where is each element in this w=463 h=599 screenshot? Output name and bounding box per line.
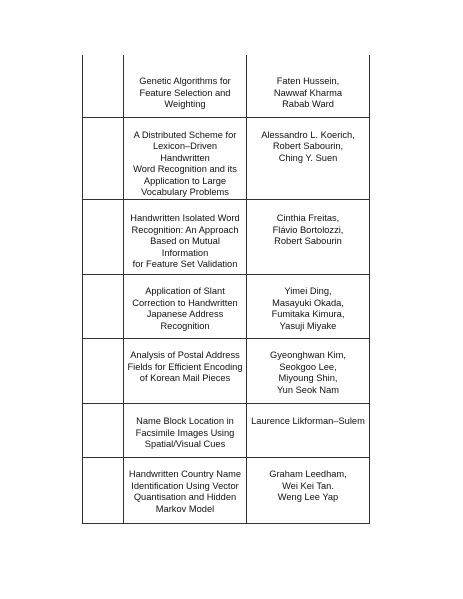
paper-authors: Alessandro L. Koerich, Robert Sabourin, Ching Y. Suen [261,129,355,163]
paper-authors-cell [247,404,370,458]
table-row [83,458,370,524]
paper-title-cell [124,458,247,524]
paper-authors-cell [247,200,370,275]
table-row [83,200,370,275]
paper-title: Analysis of Postal Address Fields for Efficient Encoding of Korean Mail Pieces [127,350,243,384]
paper-authors: Graham Leedham, Wei Kei Tan. Weng Lee Yap [269,469,347,503]
paper-authors-cell [247,275,370,339]
paper-authors: Yimei Ding, Masayuki Okada, Fumitaka Kimura, Yasuji Miyake [271,286,345,331]
paper-authors-cell [247,458,370,524]
session-cell [83,339,124,404]
paper-title: Handwritten Country Name Identification Using Vector Quantisation and Hidden Markov Model [128,469,242,514]
paper-authors-cell [247,339,370,404]
table-row [83,404,370,458]
paper-title: Handwritten Isolated Word Recognition: An Approach Based on Mutual Information for Feature Set Validation [130,213,240,270]
papers-table [82,55,370,524]
session-cell [83,117,124,200]
paper-authors: Cinthia Freitas, Flávio Bortolozzi, Robert Sabourin [272,213,344,247]
paper-authors: Gyeonghwan Kim, Seokgoo Lee, Miyoung Shin, Yun Seok Nam [270,350,346,395]
session-cell [83,55,124,117]
paper-title: Genetic Algorithms for Feature Selection and Weighting [139,76,231,110]
paper-title-cell [124,200,247,275]
table-row [83,117,370,200]
paper-title: Application of Slant Correction to Handwritten Japanese Address Recognition [132,286,238,331]
paper-title: A Distributed Scheme for Lexicon–Driven Handwritten Word Recognition and its Application to Large Vocabulary Problems [133,129,237,198]
paper-authors: Laurence Likforman–Sulem [251,416,365,427]
paper-title-cell [124,404,247,458]
table-row [83,55,370,117]
session-cell [83,200,124,275]
paper-title: Name Block Location in Facsimile Images Using Spatial/Visual Cues [135,416,235,450]
paper-authors-cell [247,55,370,117]
session-cell [83,404,124,458]
paper-authors-cell [247,117,370,200]
paper-authors: Faten Hussein, Nawwaf Kharma Rabab Ward [273,76,343,110]
paper-title-cell [124,55,247,117]
table-row [83,339,370,404]
paper-title-cell [124,117,247,200]
table-row [83,275,370,339]
session-cell [83,275,124,339]
paper-title-cell [124,339,247,404]
paper-title-cell [124,275,247,339]
session-cell [83,458,124,524]
